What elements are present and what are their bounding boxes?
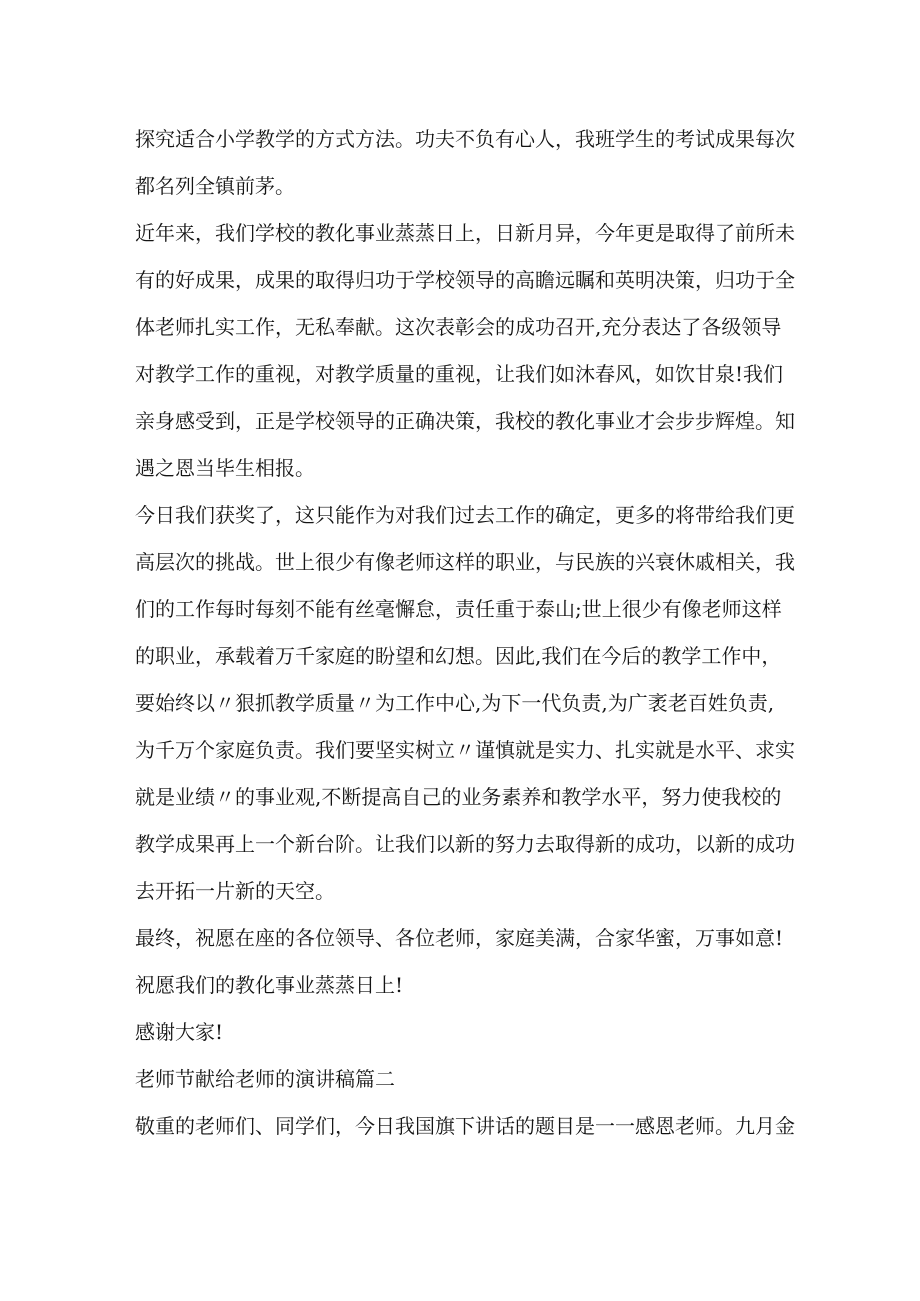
text-line: 都名列全镇前茅。 bbox=[135, 174, 295, 198]
text-line: 敬重的老师们、同学们，今日我国旗下讲话的题目是一一感恩老师。九月金 bbox=[135, 1114, 795, 1138]
text-line: 去开拓一片新的天空。 bbox=[135, 879, 335, 903]
text-line: 教学成果再上一个新台阶。让我们以新的努力去取得新的成功，以新的成功 bbox=[135, 832, 795, 856]
text-line: 们的工作每时每刻不能有丝毫懈怠，责任重于泰山;世上很少有像老师这样 bbox=[135, 597, 782, 621]
text-line: 高层次的挑战。世上很少有像老师这样的职业，与民族的兴衰休戚相关，我 bbox=[135, 550, 795, 574]
text-line: 对教学工作的重视，对教学质量的重视，让我们如沐春风，如饮甘泉!我们 bbox=[135, 362, 784, 386]
text-line: 今日我们获奖了，这只能作为对我们过去工作的确定，更多的将带给我们更 bbox=[135, 503, 795, 527]
document-body bbox=[135, 116, 795, 1150]
text-line: 有的好成果，成果的取得归功于学校领导的高瞻远瞩和英明决策，归功于全 bbox=[135, 268, 795, 292]
text-line: 遇之恩当毕生相报。 bbox=[135, 456, 315, 480]
text-line: 亲身感受到，正是学校领导的正确决策，我校的教化事业才会步步辉煌。知 bbox=[135, 409, 795, 433]
text-line: 祝愿我们的教化事业蒸蒸日上! bbox=[135, 973, 404, 997]
text-line: 的职业，承载着万千家庭的盼望和幻想。因此,我们在今后的教学工作中， bbox=[135, 644, 782, 668]
text-line: 就是业绩〃的事业观,不断提高自己的业务素养和教学水平，努力使我校的 bbox=[135, 785, 782, 809]
section-heading: 老师节献给老师的演讲稿篇二 bbox=[135, 1067, 395, 1091]
text-line: 要始终以〃狠抓教学质量〃为工作中心,为下一代负责,为广袤老百姓负责, bbox=[135, 691, 775, 715]
text-line: 探究适合小学教学的方式方法。功夫不负有心人，我班学生的考试成果每次 bbox=[135, 127, 795, 151]
text-line: 为千万个家庭负责。我们要坚实树立〃谨慎就是实力、扎实就是水平、求实 bbox=[135, 738, 795, 762]
text-line: 感谢大家! bbox=[135, 1020, 224, 1044]
text-line: 最终，祝愿在座的各位领导、各位老师，家庭美满，合家华蜜，万事如意! bbox=[135, 926, 784, 950]
text-line: 体老师扎实工作，无私奉献。这次表彰会的成功召开,充分表达了各级领导 bbox=[135, 315, 782, 339]
text-line: 近年来，我们学校的教化事业蒸蒸日上，日新月异，今年更是取得了前所未 bbox=[135, 221, 795, 245]
